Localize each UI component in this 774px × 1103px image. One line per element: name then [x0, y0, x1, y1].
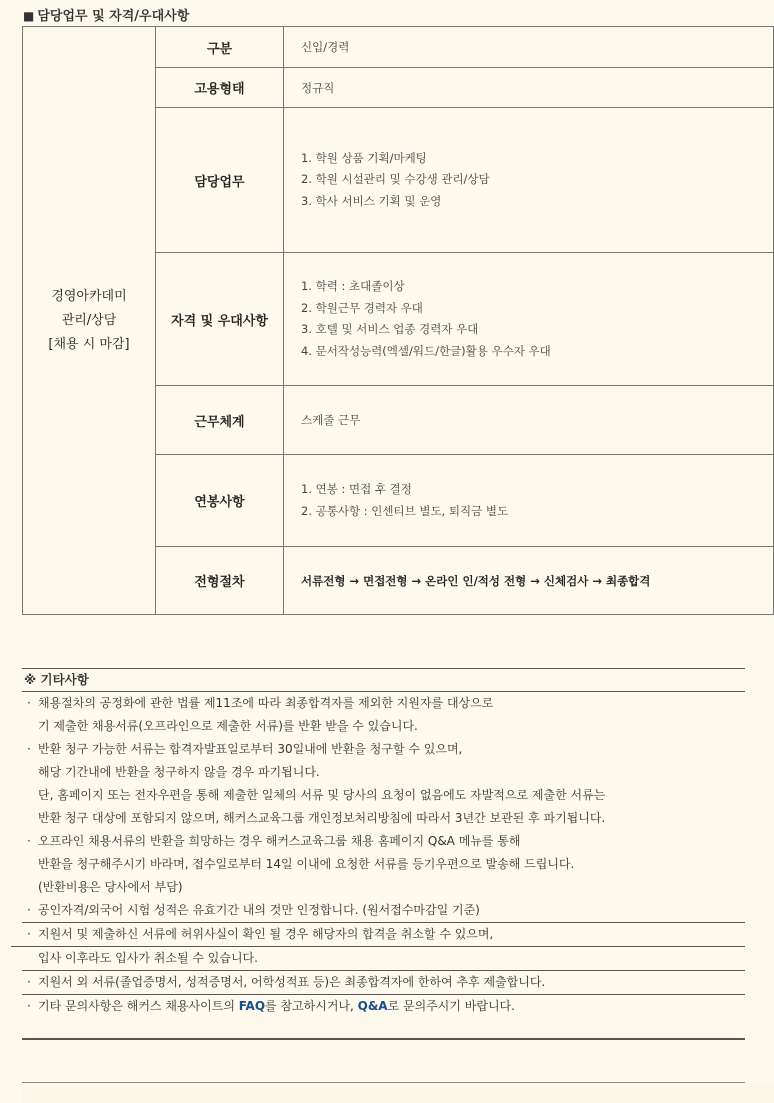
bullet-icon: · [27, 903, 31, 917]
note-item: · 기타 문의사항은 해커스 채용사이트의 FAQ를 참고하시거나, Q&A로 문의주시기 바랍니다. [22, 994, 745, 1018]
salary-item: 1. 연봉 : 면접 후 결정 [301, 482, 412, 496]
note-item: · 반환 청구 가능한 서류는 합격자발표일로부터 30일내에 반환을 청구할 수 있으며, 해당 기간내에 반환을 청구하지 않을 경우 파기됩니다. 단, 홈페이지 또는 전자우편을 통해 제출한 일체의 서류 및 당사의 요청이 없음에도 자발적으로 제출한 서류는 반환 청구 대상에 포함되지 않으며, 해커스교육그룹 개인정보처리방침에 따라서 3년간 보관된 후 파기됩니다. [22, 738, 745, 830]
position-name-line2: 관리/상담 [61, 312, 117, 328]
bullet-icon: · [27, 999, 31, 1013]
bullet-icon: · [27, 975, 31, 989]
square-bullet-icon: ■ [23, 9, 35, 23]
duty-item: 3. 학사 서비스 기획 및 운영 [301, 193, 442, 208]
duties-content [284, 108, 774, 253]
bullet-icon: · [27, 834, 31, 848]
divider [22, 1038, 745, 1040]
bullet-icon: · [27, 696, 31, 710]
salary-content [284, 455, 774, 547]
type-value: 신입/경력 [284, 27, 774, 68]
duties-label: 담당업무 [156, 108, 284, 253]
schedule-label: 근무체계 [156, 386, 284, 455]
salary-label: 연봉사항 [156, 455, 284, 547]
bottom-box [22, 1083, 774, 1103]
duty-item: 2. 학원 시설관리 및 수강생 관리/상담 [301, 172, 490, 187]
notes-title: ※ 기타사항 [22, 668, 745, 692]
position-name-line1: 경영아카데미 [51, 288, 127, 304]
employment-label: 고용형태 [156, 68, 284, 108]
salary-item: 2. 공통사항 : 인센티브 별도, 퇴직금 별도 [301, 503, 509, 518]
note-item: · 공인자격/외국어 시험 성적은 유효기간 내의 것만 인정합니다. (원서접수마감일 기준) [22, 899, 745, 922]
duty-item: 1. 학원 상품 기획/마케팅 [301, 150, 427, 165]
section-title [23, 5, 189, 24]
position-status: [채용 시 마감] [48, 336, 130, 352]
faq-link[interactable]: FAQ [238, 999, 266, 1013]
note-item: · 지원서 및 제출하신 서류에 허위사실이 확인 될 경우 해당자의 합격을 취소할 수 있으며, 입사 이후라도 입사가 취소될 수 있습니다. [22, 922, 745, 970]
qualification-item: 1. 학력 : 초대졸이상 [301, 279, 405, 293]
qualification-item: 4. 문서작성능력(엑셀/워드/한글)활용 우수자 우대 [301, 343, 551, 358]
schedule-value: 스케줄 근무 [284, 386, 774, 455]
type-label: 구분 [156, 27, 284, 68]
qualifications-content [284, 253, 774, 386]
note-item: · 오프라인 채용서류의 반환을 희망하는 경우 해커스교육그룹 채용 홈페이지 Q&A 메뉴를 통해 반환을 청구해주시기 바라며, 접수일로부터 14일 이내에 요청한 서류를 등기우편으로 발송해 드립니다. (반환비용은 당사에서 부담) [22, 830, 745, 899]
process-value: 서류전형 → 면접전형 → 온라인 인/적성 전형 → 신체검사 → 최종합격 [284, 547, 774, 615]
section-title-text: 담당업무 및 자격/우대사항 [37, 9, 190, 24]
other-notes [22, 668, 745, 1018]
bullet-icon: · [27, 927, 31, 941]
employment-value: 정규직 [284, 68, 774, 108]
qualification-item: 3. 호텔 및 서비스 업종 경력자 우대 [301, 322, 479, 336]
qualifications-label: 자격 및 우대사항 [156, 253, 284, 386]
bullet-icon: · [27, 742, 31, 756]
process-label: 전형절차 [156, 547, 284, 615]
qna-link[interactable]: Q&A [357, 999, 388, 1013]
qualification-item: 2. 학원근무 경력자 우대 [301, 300, 423, 315]
note-item: · 채용절차의 공정화에 관한 법률 제11조에 따라 최종합격자를 제외한 지원자를 대상으로 기 제출한 채용서류(오프라인으로 제출한 서류)를 반환 받을 수 있습니다. [22, 692, 745, 738]
job-details-table [22, 26, 774, 615]
note-item: · 지원서 외 서류(졸업증명서, 성적증명서, 어학성적표 등)은 최종합격자에 한하여 추후 제출합니다. [22, 970, 745, 994]
position-cell [23, 27, 156, 615]
